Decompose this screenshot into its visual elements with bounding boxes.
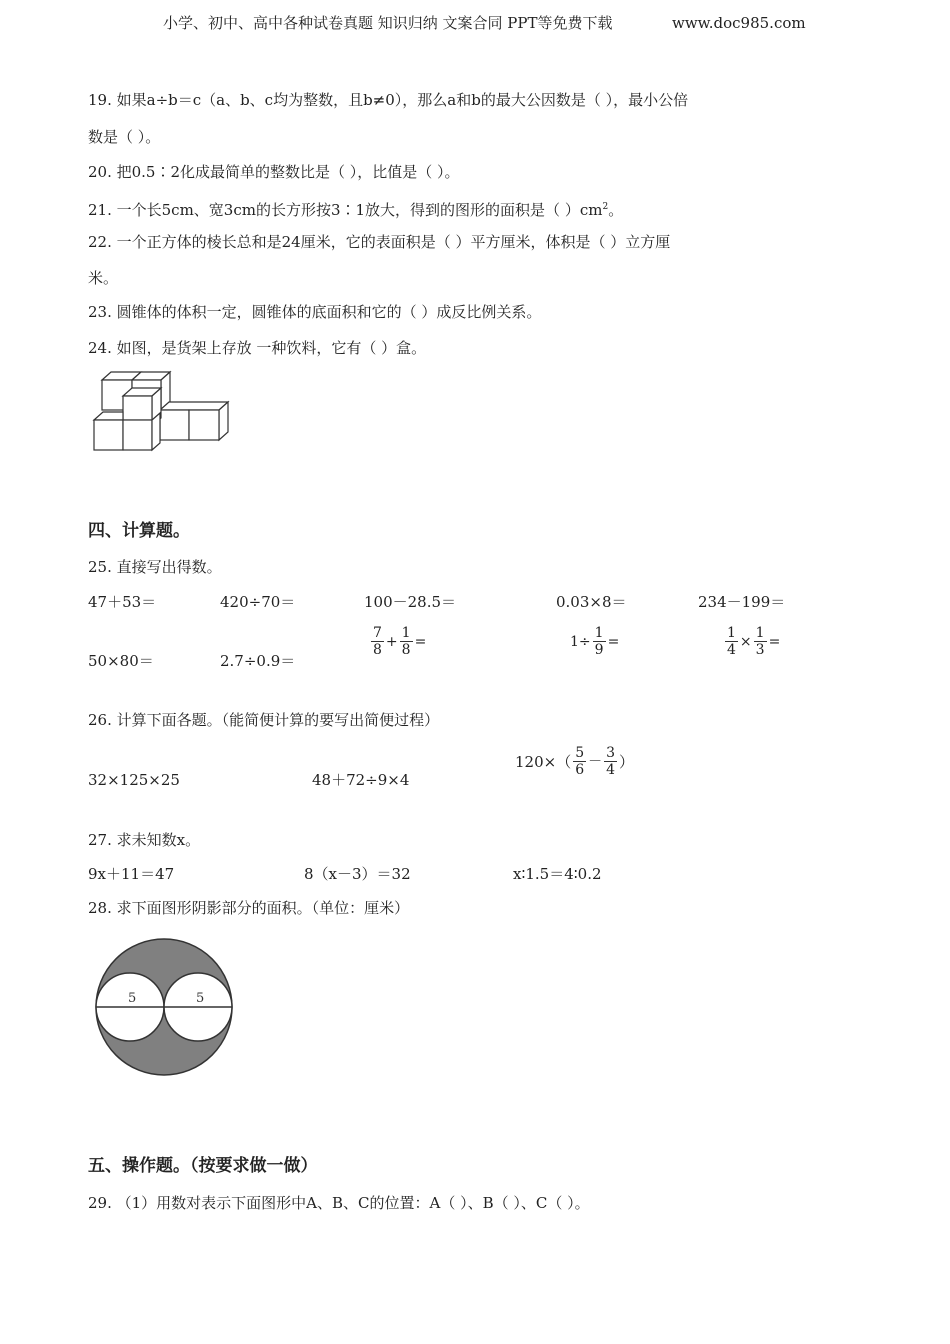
operator: + xyxy=(385,633,398,650)
q25-item: 234－199＝ xyxy=(698,593,786,611)
expr-prefix: 120×（ xyxy=(515,752,572,771)
box-top-face xyxy=(94,412,123,420)
stacked-boxes-figure xyxy=(90,368,232,454)
right-radius-label: 5 xyxy=(196,991,205,1006)
expr-suffix: ） xyxy=(619,752,635,771)
numerator: 1 xyxy=(755,625,765,641)
box-front-2 xyxy=(123,420,152,450)
q26-expr-2: 48＋72÷9×4 xyxy=(312,771,410,789)
numerator: 7 xyxy=(373,625,382,641)
q19-line1: 19. 如果a÷b＝c（a、b、c均为整数，且b≠0），那么a和b的最大公因数是（ ），最小公倍 xyxy=(88,91,689,109)
denominator: 4 xyxy=(606,762,616,778)
numerator: 5 xyxy=(575,745,585,761)
box-front-1 xyxy=(94,420,123,450)
q21-text: 21. 一个长5cm、宽3cm的长方形按3∶1放大，得到的图形的面积是（ ）cm xyxy=(88,201,603,219)
q25-fraction-product xyxy=(725,625,782,658)
q25-item: 50×80＝ xyxy=(88,652,154,670)
numerator: 3 xyxy=(606,745,616,761)
box-side-face xyxy=(152,413,160,450)
q23: 23. 圆锥体的体积一定，圆锥体的底面积和它的（ ）成反比例关系。 xyxy=(88,303,542,321)
box-middle xyxy=(123,396,152,420)
denominator: 8 xyxy=(373,642,382,658)
header-left: 小学、初中、高中各种试卷真题 知识归纳 文案合同 PPT等免费下载 xyxy=(163,14,613,32)
q21-end: 。 xyxy=(608,201,624,219)
fraction xyxy=(604,745,617,778)
denominator: 6 xyxy=(575,762,585,778)
box-top-face xyxy=(160,402,228,410)
fraction xyxy=(754,625,767,658)
q25-item: 100－28.5＝ xyxy=(364,593,457,611)
equals: = xyxy=(768,633,781,650)
q20: 20. 把0.5∶2化成最简单的整数比是（ ），比值是（ ）。 xyxy=(88,163,460,181)
numerator: 1 xyxy=(727,625,736,641)
section-5-title: 五、操作题。（按要求做一做） xyxy=(88,1156,318,1176)
q25-item: 2.7÷0.9＝ xyxy=(220,652,296,670)
q25-item: 420÷70＝ xyxy=(220,593,296,611)
q21 xyxy=(88,197,623,220)
q22-line2: 米。 xyxy=(88,269,119,287)
fraction xyxy=(573,745,586,778)
q27-title: 27. 求未知数x。 xyxy=(88,831,201,849)
fraction xyxy=(593,625,606,658)
q29: 29. （1）用数对表示下面图形中A、B、C的位置：A（ ）、B（ ）、C（ ）。 xyxy=(88,1194,590,1212)
q26-expr-1: 32×125×25 xyxy=(88,771,180,789)
q19-line2: 数是（ ）。 xyxy=(88,128,161,146)
box-front-4 xyxy=(189,410,219,440)
fraction xyxy=(725,625,738,658)
fraction xyxy=(371,625,384,658)
header-url[interactable]: www.doc985.com xyxy=(672,14,806,32)
q27-equation-1: 9x＋11＝47 xyxy=(88,865,175,883)
denominator: 3 xyxy=(755,642,765,658)
q22-line1: 22. 一个正方体的棱长总和是24厘米，它的表面积是（ ）平方厘米，体积是（ ）立方厘 xyxy=(88,233,671,251)
q21-superscript: 2 xyxy=(602,202,609,212)
q26-expr-3 xyxy=(513,745,636,778)
numerator: 1 xyxy=(594,625,604,641)
q25-fraction-division xyxy=(568,625,621,658)
denominator: 4 xyxy=(727,642,736,658)
q24: 24. 如图，是货架上存放 一种饮料，它有（ ）盒。 xyxy=(88,339,427,357)
numerator: 1 xyxy=(401,625,411,641)
q25-title: 25. 直接写出得数。 xyxy=(88,558,222,576)
section-4-title: 四、计算题。 xyxy=(88,521,190,541)
equals: = xyxy=(607,633,620,650)
operator: 1÷ xyxy=(570,633,591,650)
equals: = xyxy=(414,633,427,650)
q25-item: 47＋53＝ xyxy=(88,593,157,611)
q27-equation-2: 8（x－3）＝32 xyxy=(304,865,411,883)
q25-item: 0.03×8＝ xyxy=(556,593,627,611)
left-radius-label: 5 xyxy=(128,991,137,1006)
denominator: 9 xyxy=(594,642,604,658)
q27-equation-3: x∶1.5＝4∶0.2 xyxy=(513,865,602,883)
denominator: 8 xyxy=(401,642,411,658)
operator: × xyxy=(739,633,752,650)
q25-fraction-sum xyxy=(371,625,428,658)
q28-title: 28. 求下面图形阴影部分的面积。（单位：厘米） xyxy=(88,899,410,917)
q26-title: 26. 计算下面各题。（能简便计算的要写出简便过程） xyxy=(88,711,440,729)
box-front-3 xyxy=(160,410,189,440)
fraction xyxy=(400,625,413,658)
shaded-circle-figure xyxy=(92,935,236,1079)
operator: － xyxy=(588,753,603,770)
